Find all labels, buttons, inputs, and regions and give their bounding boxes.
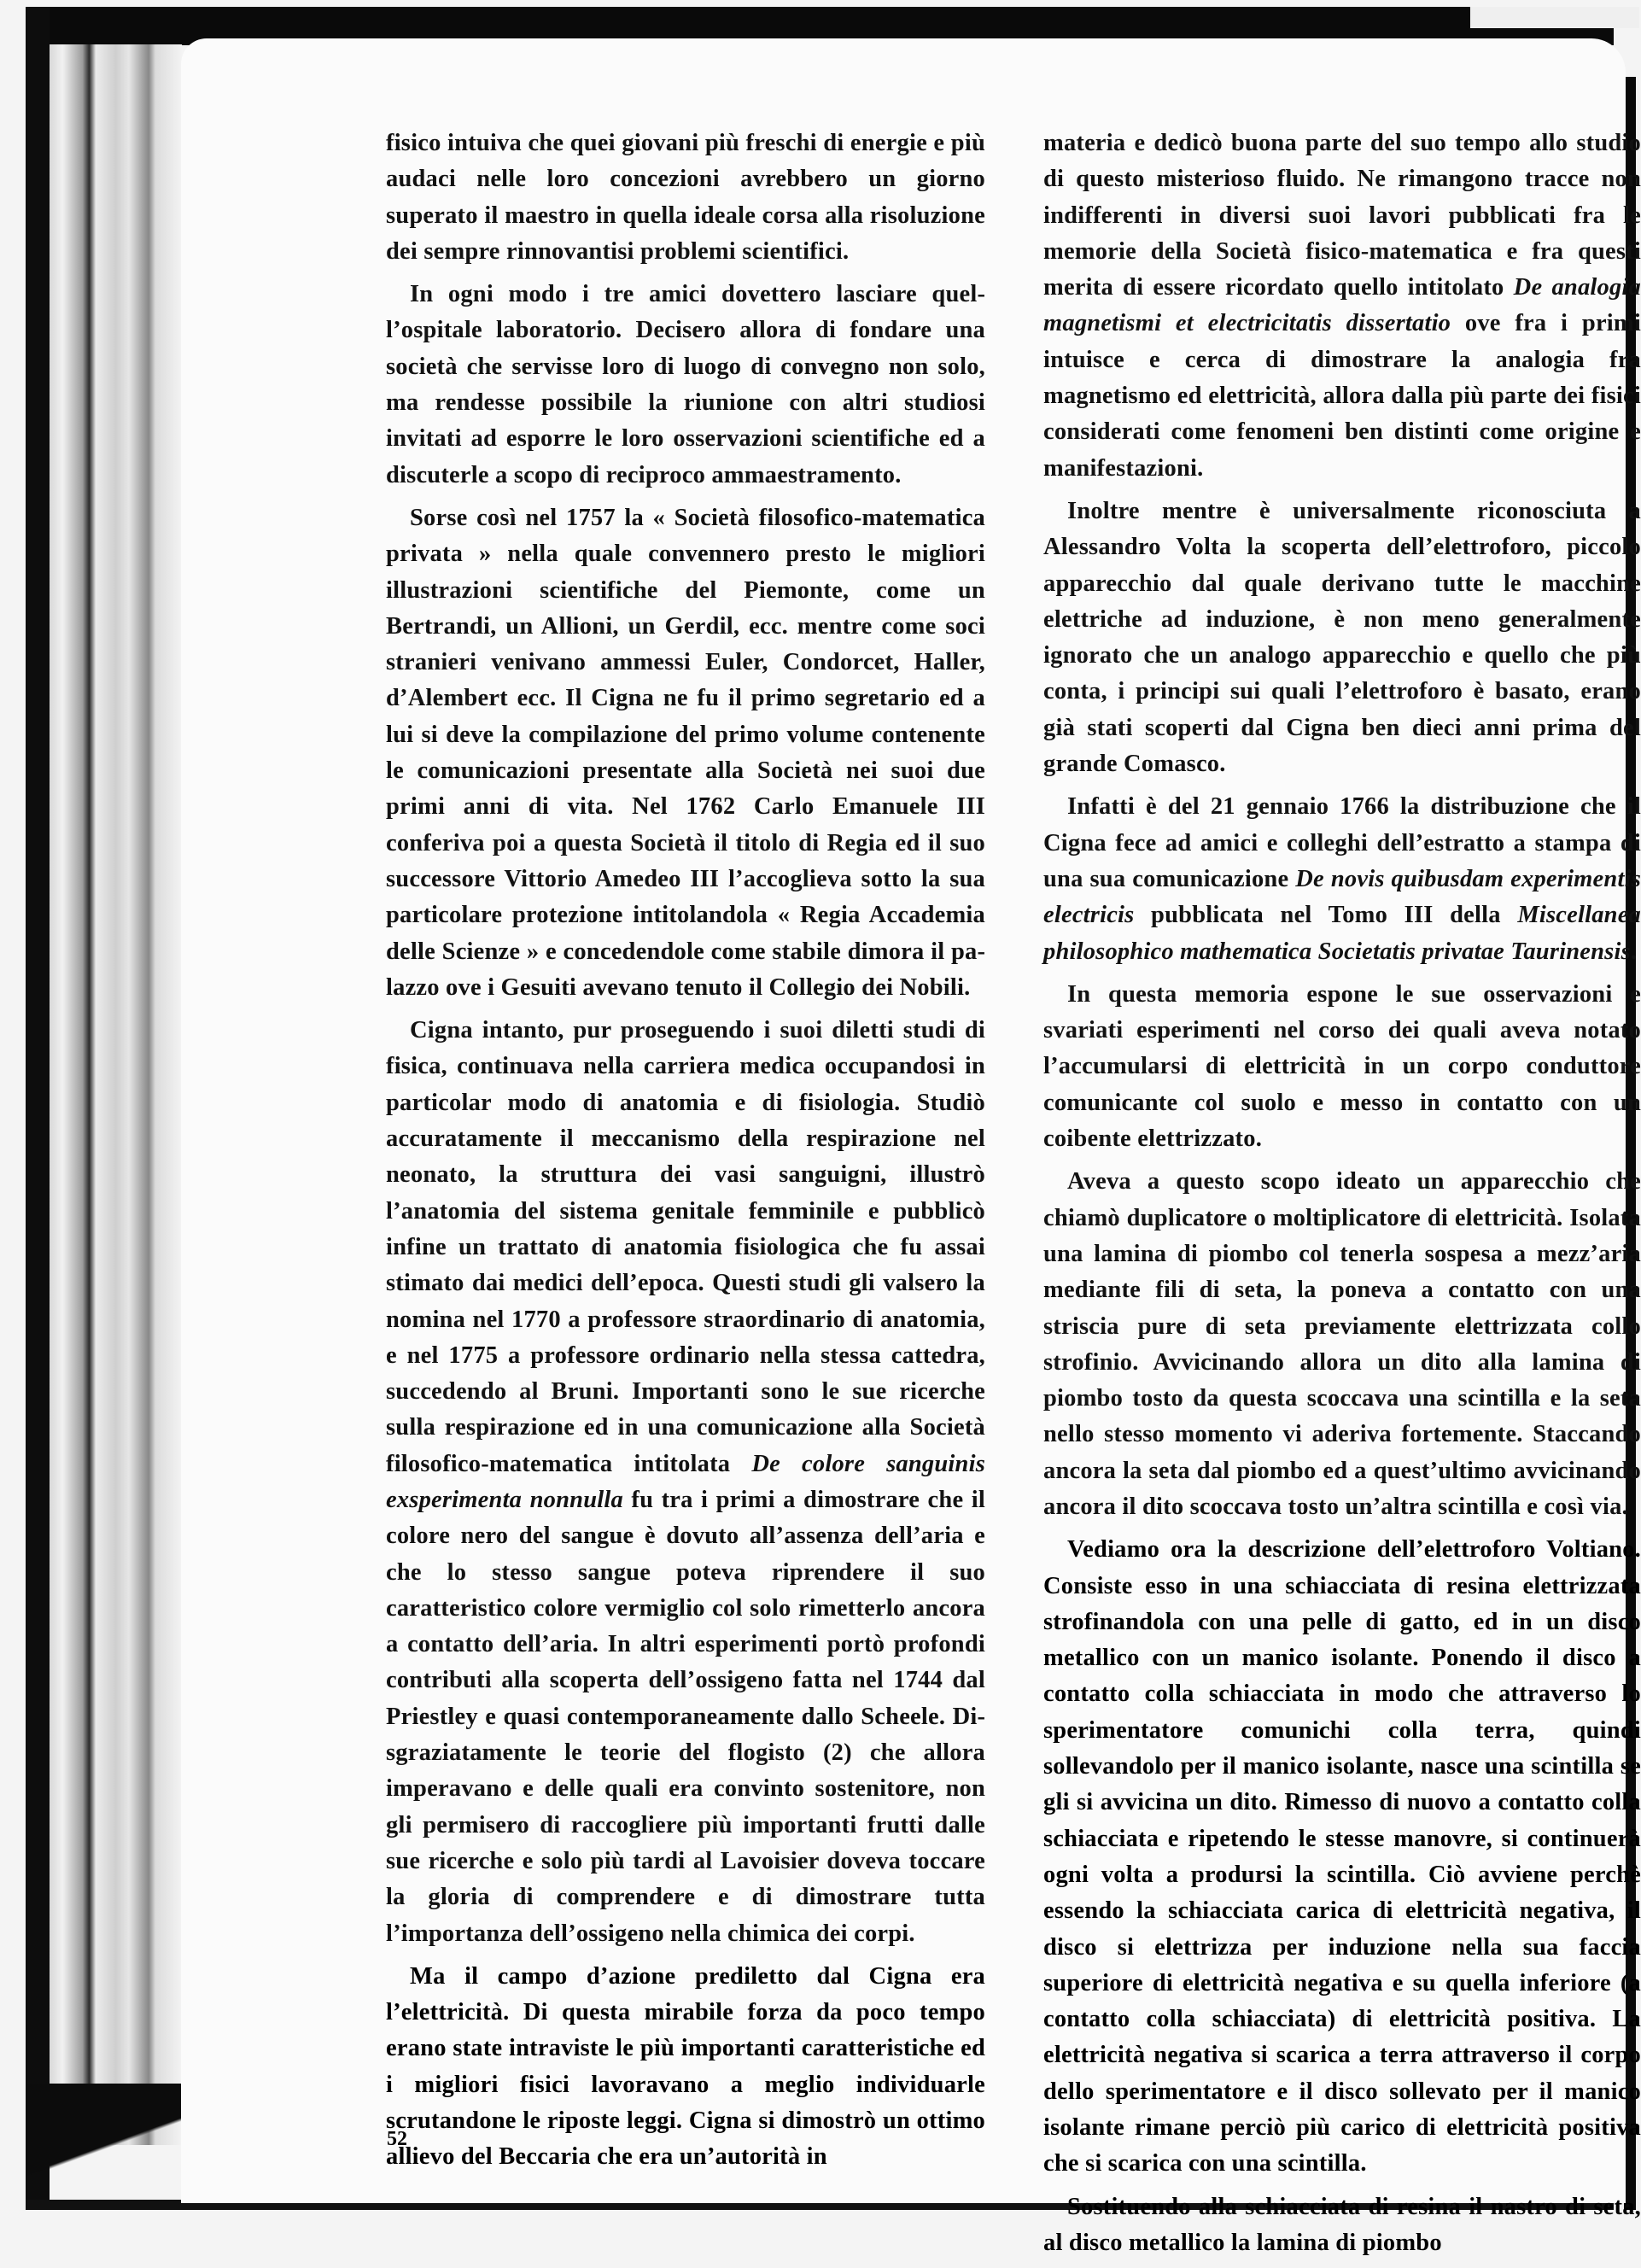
paragraph: In ogni modo i tre amici dovettero lasciare quell’ospitale laboratorio. Decisero allora di fondare una società che servisse loro di luogo di convegno non solo, ma rendesse possibile la riunione con altri studiosi invitati ad esporre le loro osservazioni scientifiche ed a discuterle a scopo di reciproco ammaestramento.	[386, 281, 985, 488]
paragraph: Vediamo ora la descrizione dell’elettroforo Voltiano. Consiste esso in una schiacciata di resina elettrizzata strofinandola con una pelle di gatto, ed in un disco metallico con un manico isolante. Ponendo il disco a contatto colla schiacciata in modo che attraverso lo sperimentatore comunichi colla terra, quindi sollevandolo per il manico isolante, nasce una scintilla se gli si avvicina un dito. Rimesso di nuovo a contatto colla schiacciata e ripetendo le stesse manovre, si continuerà ogni volta a prodursi la scintilla. Ciò avviene perchè essendo la schiacciata carica di elettricità negativa, il disco si elettrizza per induzione nella sua faccia superiore di elettricità negativa e su quella inferiore (a contatto colla schiacciata) di elettricità positiva. La elettricità negativa si scarica a terra attraverso il corpo dello sperimentatore e il disco sollevato per il manico isolante rimane perciò più carico di elettricità positiva che si scarica con una scintilla.	[1043, 1536, 1641, 2177]
paragraph-text: fu tra i primi a dimostrare che il colore nero del sangue è dovuto all’assenza dell’aria e che lo stesso sangue poteva riprendere il suo caratteristico colore vermiglio col solo rimetterlo ancora a contatto dell’aria. In altri esperimenti portò profondi contributi alla scoperta dell’ossigeno fatta nel 1744 dal Priestley e quasi contemporaneamente dallo Scheele. Disgraziatamente le teorie del flogisto (2) che allora imperavano e delle quali era convinto sostenitore, non gli permisero di raccogliere più importanti frutti dalle sue ricerche e solo più tardi al Lavoisier doveva toccare la gloria di comprendere e di dimostrare tutta l’importanza dell’ossigeno nella chimica dei corpi.	[386, 1486, 985, 1947]
paragraph: Inoltre mentre è universalmente riconosciuta a Alessandro Volta la scoperta dell’elettroforo, piccolo apparecchio dal quale derivano tutte le macchine elettriche ad induzione, è non meno generalmente ignorato che un analogo apparecchio e quello che più conta, i principi sui quali l’elettroforo è basato, erano già stati scoperti dal Cigna ben dieci anni prima del grande Comasco.	[1043, 497, 1641, 778]
paragraph-text: ove fra i primi intuisce e cerca di dimostrare la analogia fra magnetismo ed elettricità, allora dalla più parte dei fisici considerati come fenomeni ben distinti come origine e manifestazioni.	[1043, 310, 1641, 482]
right-column-clip	[1043, 0, 1641, 2256]
paragraph	[386, 1013, 985, 1952]
paragraph-text: pubblicata nel Tomo III della	[1134, 902, 1518, 929]
paragraph: Ma il campo d’azione prediletto dal Cigna era l’elettricità. Di questa mirabile forza da poco tempo erano state intraviste le più importanti caratteristiche ed i migliori fisici lavoravano a meglio individuarle scrutandone le riposte leggi. Cigna si dimostrò un ottimo allievo del Beccaria che era un’autorità in	[386, 1962, 985, 2171]
paragraph: Sostituendo alla schiacciata di resina il nastro di seta, al disco metallico la lamina di piombo	[1043, 2193, 1641, 2256]
paragraph	[1043, 126, 1641, 487]
right-column	[1043, 126, 1641, 2268]
paragraph-text: materia e dedicò buona parte del suo tempo allo studio di questo misterioso fluido. Ne rimangono tracce non indifferenti in diversi suoi lavori pubblicati fra le memorie della Società fisico-matematica e fra questi merita di essere ricordato quello intitolato	[1043, 130, 1641, 301]
left-column	[386, 126, 985, 2183]
paragraph-text: Cigna intanto, pur proseguendo i suoi diletti studi di fisica, continuava nella carriera medica occupandosi in particolar modo di anatomia e di fisiologia. Studiò accuratamente il meccanismo della respirazione nel neonato, la struttura dei vasi sanguigni, illustrò l’anatomia del sistema genitale femminile e pubblicò infine un trattato di anatomia fisiologica che fu assai stimato dai medici dell’epoca. Questi studi gli valsero la nomina nel 1770 a professore straordinario di anatomia, e nel 1775 a professore ordinario nella stessa cattedra, succedendo al Bruni. Importanti sono le sue ricerche sulla respirazione ed in una comunicazione alla Società filosofico-matematica intitolata	[386, 1017, 985, 1477]
paragraph-text: .	[1630, 938, 1638, 965]
work-title: Miscellanea philosophico mathematica Societatis privatae Taurinensis	[1043, 902, 1641, 965]
work-title: De analogia magnetismi et electricitatis dissertatio	[1043, 274, 1641, 337]
work-title: De novis quibusdam experimentis electricis	[1043, 865, 1641, 929]
book-binding-shadow	[26, 2084, 196, 2203]
paragraph: fisico intuiva che quei giovani più freschi di energie e più audaci nelle loro concezioni avrebbero un giorno superato il maestro in quella ideale corsa alla risoluzione dei sempre rinnovantisi problemi scientifici.	[386, 130, 985, 265]
paragraph: In questa memoria espone le sue osservazioni e svariati esperimenti nel corso dei quali aveva notato l’accumularsi di elettricità in un corpo conduttore comunicante col suolo e messo in contatto con un coibente elettrizzato.	[1043, 980, 1641, 1153]
page-number: 52	[387, 2128, 407, 2150]
work-title: De colore sanguinis exsperimenta nonnulla	[386, 1450, 985, 1513]
paragraph	[1043, 789, 1641, 969]
paragraph: Sorse così nel 1757 la « Società filosofico-matematica privata » nella quale convennero presto le migliori illustrazioni scientifiche del Piemonte, come un Bertrandi, un Allioni, un Gerdil, ecc. mentre come soci stranieri venivano ammessi Euler, Condorcet, Haller, d’Alembert ecc. Il Cigna ne fu il primo segretario ed a lui si deve la compilazione del primo volume contenente le comunicazioni presentate alla Società nei suoi due primi anni di vita. Nel 1762 Carlo Emanuele III conferiva poi a questa Società il titolo di Regia ed il suo successore Vittorio Amedeo III l’accoglieva sotto la sua particolare protezione intitolandola « Regia Accademia delle Scienze » e concedendole come stabile dimora il palazzo ove i Gesuiti avevano tenuto il Collegio dei Nobili.	[386, 504, 985, 1001]
book-page-edges	[50, 44, 182, 2145]
scan-border-left	[26, 7, 50, 2210]
paragraph: Aveva a questo scopo ideato un apparecchio che chiamò duplicatore o moltiplicatore di elettricità. Isolata una lamina di piombo col tenerla sospesa a mezz’aria mediante fili di seta, la poneva a contatto con una striscia pure di seta previamente elettrizzata collo strofinio. Avvicinando allora un dito alla lamina di piombo tosto da questa scoccava una scintilla e la seta nello stesso momento vi aderiva fortemente. Staccando ancora la seta dal piombo ed a quest’ultimo avvicinando ancora il dito scoccava tosto un’altra scintilla e così via.	[1043, 1168, 1641, 1520]
paragraph-text: Infatti è del 21 gennaio 1766 la distribuzione che il Cigna fece ad amici e colleghi dell’estratto a stampa di una sua comunicazione	[1043, 793, 1641, 892]
